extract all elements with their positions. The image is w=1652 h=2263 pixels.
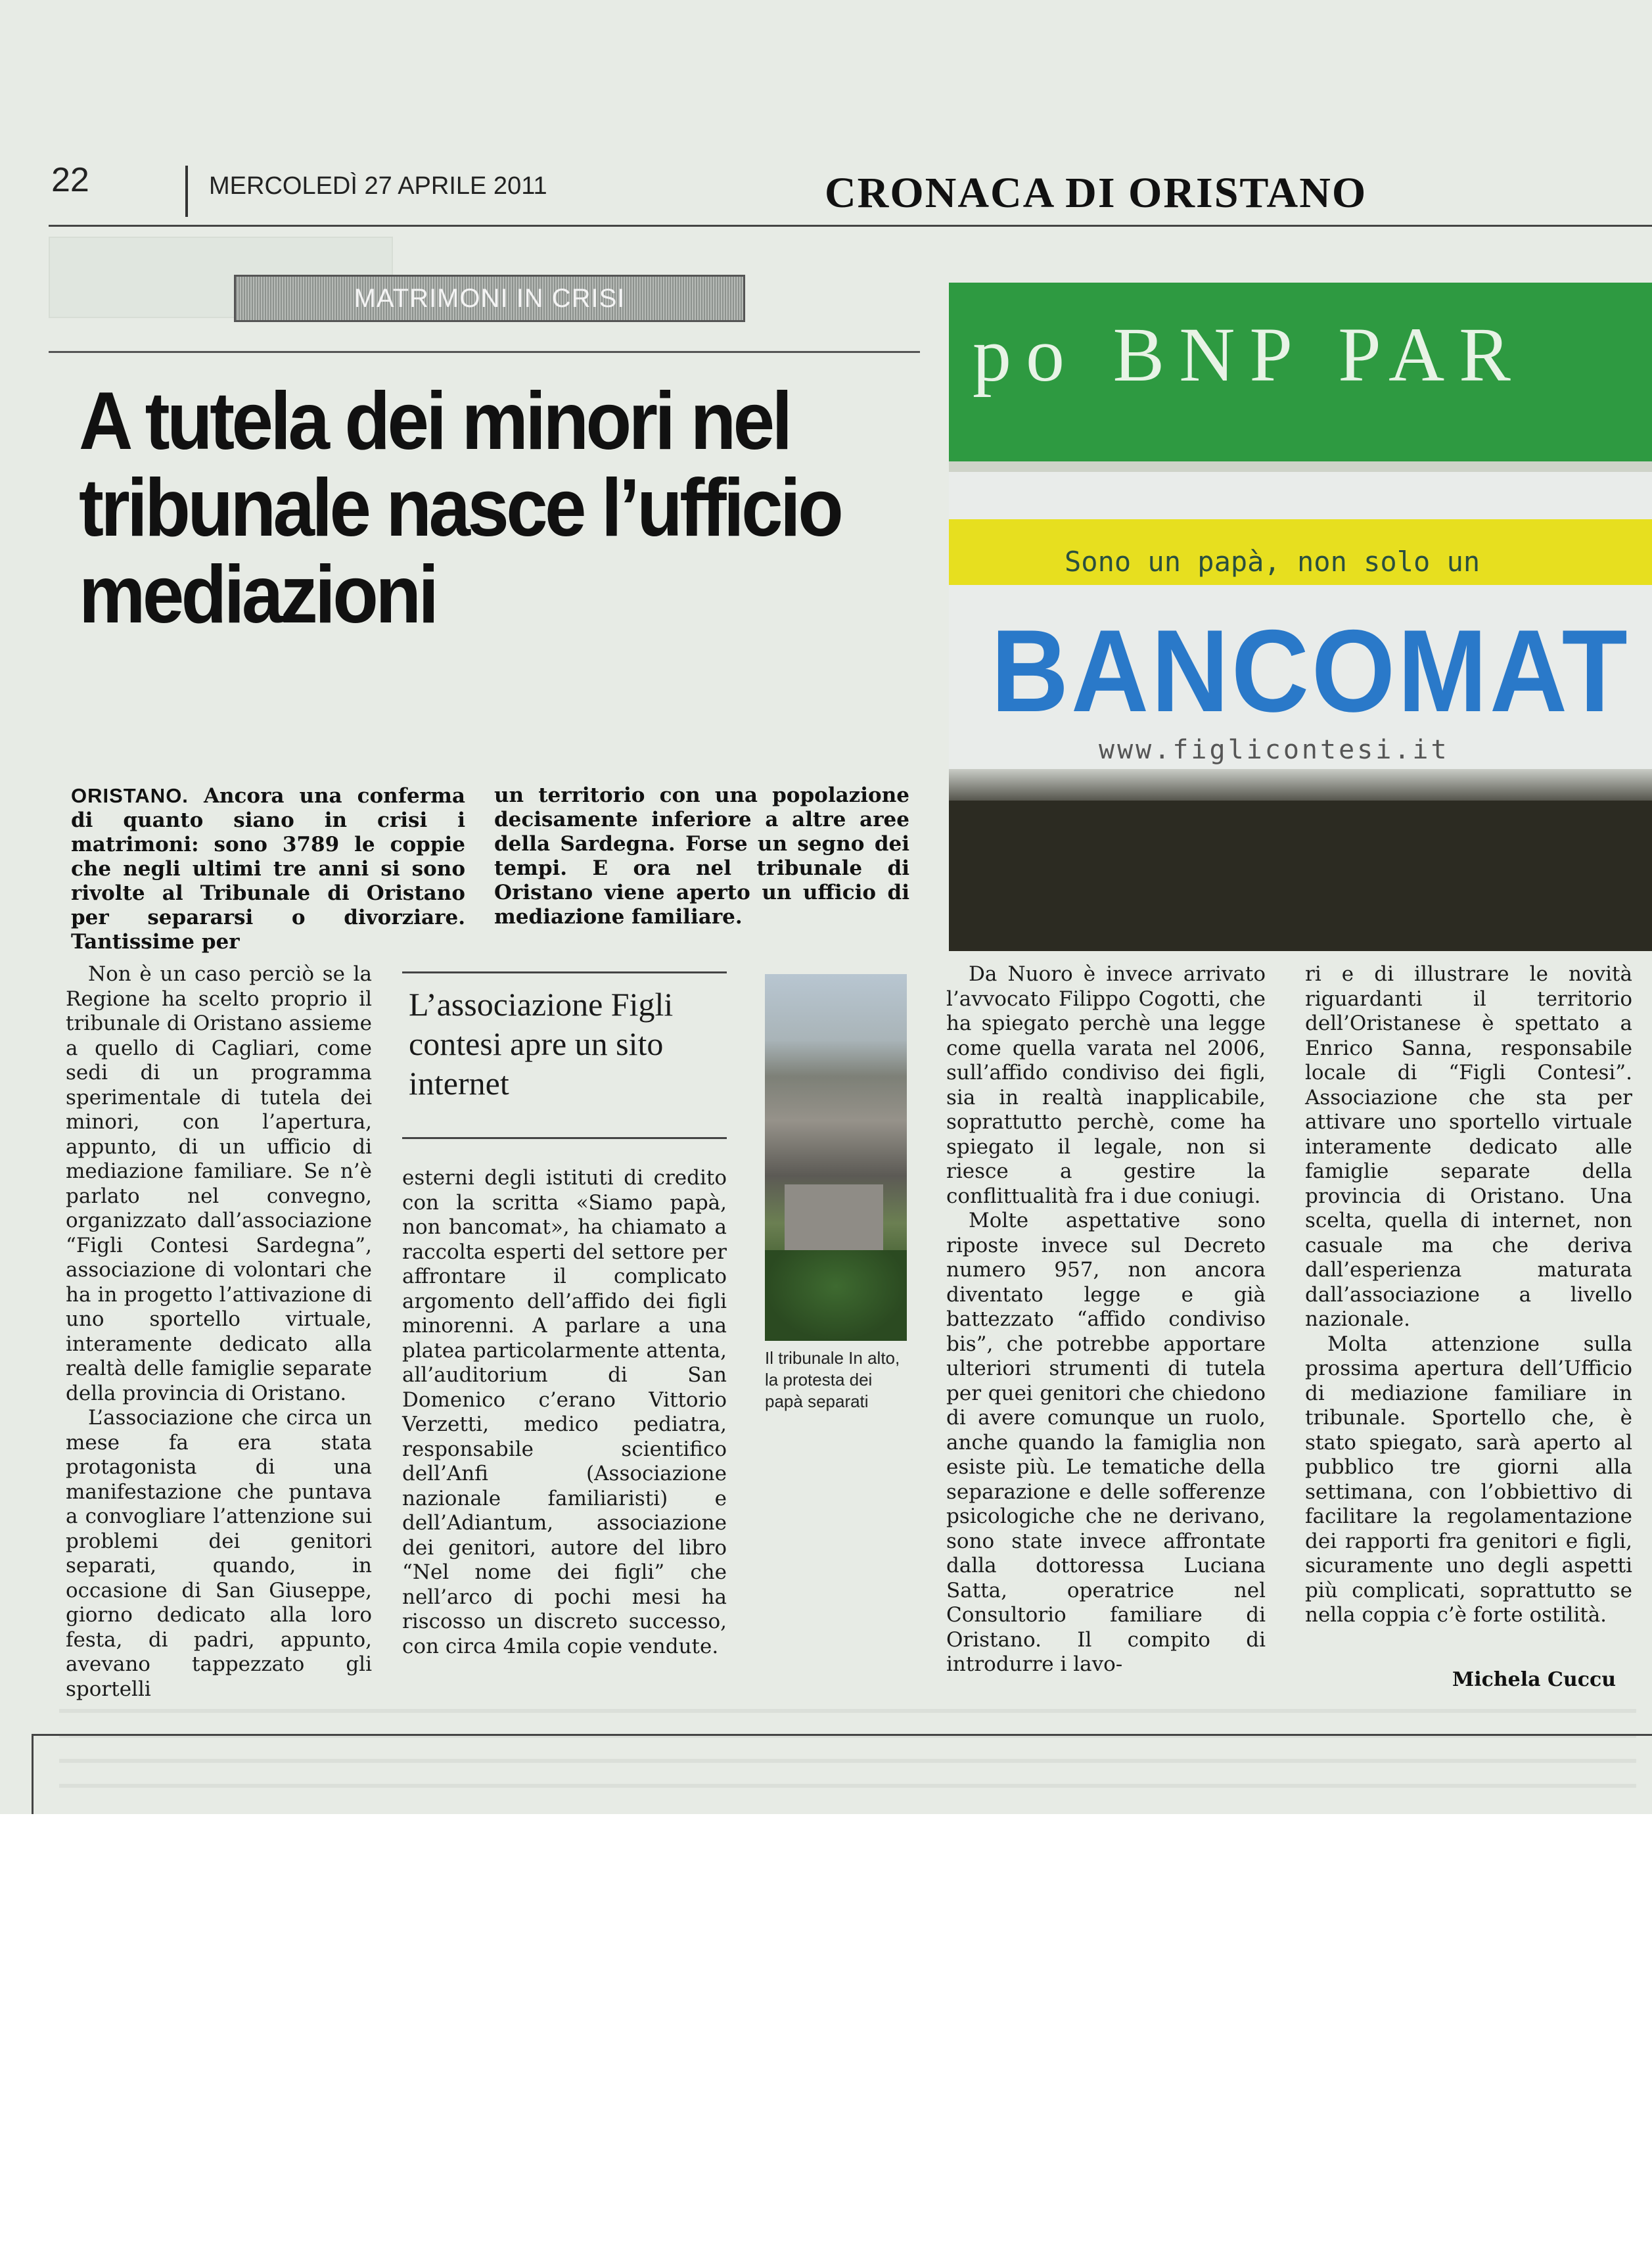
subhead-rule-top xyxy=(402,971,727,973)
photo-trees xyxy=(765,1250,907,1341)
header-divider xyxy=(185,166,188,217)
section-title: CRONACA DI ORISTANO xyxy=(825,169,1367,217)
photo-caption: Il tribunale In alto, la protesta dei papà separati xyxy=(765,1348,900,1411)
body-paragraph: L’associazione che circa un mese fa era stata protagonista di una manifestazione che puntava a convogliare l’attenzione sui problemi dei genitori separati, quando, in occasione di San Giuseppe, giorno dedicato alla loro festa, di padri, appunto, avevano tappezzato gli sportelli xyxy=(66,1406,372,1701)
body-paragraph: ri e di illustrare le novità riguardanti il territorio dell’Oristanese è spettato a Enrico Sanna, responsabile locale di “Figli Contesi”. Associazione che sta per attivare uno sportello virtuale interamente dedicato alle famiglie separate della provincia di Oristano. Una scelta, quella di internet, non casuale ma che deriva dall’esperienza maturata dall’associazione a livello nazionale. xyxy=(1305,962,1632,1331)
page-number: 22 xyxy=(51,161,89,199)
bottom-rule xyxy=(32,1734,1652,1736)
body-paragraph: Non è un caso perciò se la Regione ha scelto proprio il tribunale di Oristano assieme a quello di Cagliari, come sedi di un programma sperimentale di tutela dei minori, con l’apertura, appunto, di un ufficio di mediazione familiare. Se n’è parlato nel convegno, organizzato dall’associazione “Figli Contesi Sardegna”, associazione di volontari che ha in progetto l’attivazione di uno sportello virtuale, interamente dedicato alla realtà delle famiglie separate della provincia di Oristano. xyxy=(66,962,372,1405)
kicker-label: MATRIMONI IN CRISI xyxy=(234,275,745,322)
bleed-through-text xyxy=(59,1709,1636,1808)
body-paragraph: Molte aspettative sono riposte invece sul Decreto numero 957, non ancora diventato legge e già battezzato “affido condiviso bis”, che potrebbe apportare ulteriori strumenti di tutela per quei genitori che chiedono di avere comunque un ruolo, anche quando la famiglia non esiste più. Le tematiche della separazione e delle sofferenze psicologiche che ne derivano, sono state invece affrontate dalla dottoressa Luciana Satta, operatrice nel Consultorio familiare di Oristano. Il compito di introdurre i lavo- xyxy=(946,1209,1266,1676)
kicker-rule xyxy=(49,351,920,353)
ad-url: www.figlicontesi.it xyxy=(1099,735,1450,765)
lead-location: ORISTANO. xyxy=(71,784,189,807)
body-column-3 xyxy=(946,962,1266,1677)
ad-brand: BANCOMAT xyxy=(991,605,1630,736)
ad-edge xyxy=(949,461,1652,472)
body-column-4 xyxy=(1305,962,1632,1628)
tribunal-photo xyxy=(765,974,907,1341)
lead-text-1: Ancora una conferma di quanto siano in crisi i matrimoni: sono 3789 le coppie che negli ultimi tre anni si sono rivolte al Tribunale di Oristano per separarsi o divorziare. Tantissime per xyxy=(71,784,466,954)
header-rule xyxy=(49,225,1652,227)
headline: A tutela dei minori nel tribunale nasce l’ufficio mediazioni xyxy=(79,376,841,640)
lead-paragraph-part2: un territorio con una popolazione decisamente inferiore a altre aree della Sardegna. Forse un segno dei tempi. E ora nel tribunale di Oristano viene aperto un ufficio di mediazione familiare. xyxy=(494,783,909,929)
body-paragraph: Da Nuoro è invece arrivato l’avvocato Filippo Cogotti, che ha spiegato perchè una legge come quella varata nel 2006, sull’affido condiviso dei figli, sia in realtà inapplicabile, soprattutto perchè, come ha spiegato il legale, non si riesce a gestire la conflittualità fra i due coniugi. xyxy=(946,962,1266,1208)
subheadline: L’associazione Figli contesi apre un sito internet xyxy=(409,986,674,1102)
ad-slogan: Sono un papà, non solo un xyxy=(1065,546,1480,578)
subhead-rule-bottom xyxy=(402,1137,727,1139)
issue-date: MERCOLEDÌ 27 APRILE 2011 xyxy=(209,172,547,200)
body-column-2 xyxy=(402,1166,727,1659)
body-paragraph: Molta attenzione sulla prossima apertura dell’Ufficio di mediazione familiare in tribunale. Sportello che, è stato spiegato, sarà aperto al pubblico tre giorni alla settimana, con l’obbiettivo di facilitare la regolamentazione dei rapporti fra genitori e figli, sicuramente uno degli aspetti più complicati, soprattutto se nella coppia c’è forte ostilità. xyxy=(1305,1332,1632,1627)
ad-dark-panel xyxy=(949,801,1652,951)
bottom-divider xyxy=(32,1735,34,1814)
byline: Michela Cuccu xyxy=(1452,1668,1617,1691)
advertisement-photo xyxy=(949,283,1652,951)
body-column-1 xyxy=(66,962,372,1702)
body-paragraph: esterni degli istituti di credito con la scritta «Siamo papà, non bancomat», ha chiamato a raccolta esperti del settore per affrontare il complicato argomento dell’affido dei figli minorenni. A parlare a una platea particolarmente attenta, all’auditorium di San Domenico c’erano Vittorio Verzetti, medico pediatra, responsabile scientifico dell’Anfi (Associazione nazionale familiaristi) e dell’Adiantum, associazione dei genitori, autore del libro “Nel nome dei figli” che nell’arco di pochi mesi ha riscosso un discreto successo, con circa 4mila copie vendute. xyxy=(402,1166,727,1658)
ad-bank-text: po BNP PAR xyxy=(973,312,1525,398)
lead-paragraph-part1 xyxy=(71,783,465,954)
